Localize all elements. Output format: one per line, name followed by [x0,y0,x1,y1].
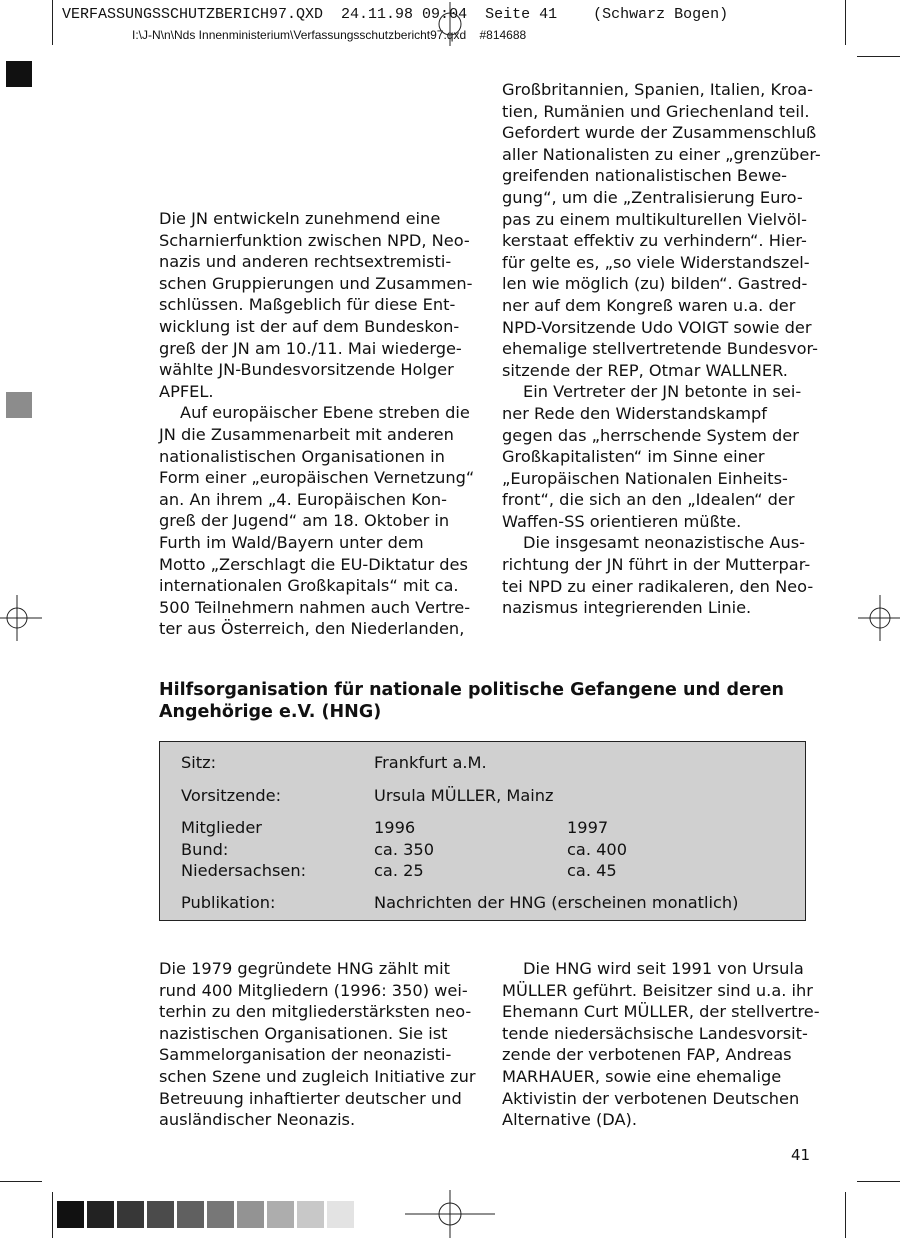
info-value-sitz: Frankfurt a.M. [374,753,487,772]
text-line: kerstaat effektiv zu verhindern“. Hier- [502,231,807,251]
text-line: sitzende der REP, Otmar WALLNER. [502,360,788,380]
text-line: ner Rede den Widerstandskampf [502,403,767,423]
text-line: zende der verbotenen FAP, Andreas [502,1045,792,1065]
info-bund-1996: ca. 350 [374,840,435,859]
section-heading-line: Hilfsorganisation für nationale politische Gefangene und deren [159,680,784,700]
section-heading [159,679,784,723]
text-line: nationalistischen Organisationen in [159,446,445,466]
slug-file-path: I:\J-N\n\Nds Innenministerium\Verfassungsschutzbericht97.qxd #814688 [132,28,527,42]
text-line: an. An ihrem „4. Europäischen Kon- [159,489,448,509]
text-line: ausländischer Neonazis. [159,1110,356,1130]
text-line: schen Szene und zugleich Initiative zur [159,1066,476,1086]
gray-swatch [327,1201,354,1228]
info-label-mitglieder: Mitglieder [181,818,262,837]
text-line: greifenden nationalistischen Bewe- [502,166,788,186]
gray-swatch [57,1201,84,1228]
text-line: wählte JN-Bundesvorsitzende Holger [159,360,454,380]
text-line: len wie möglich (zu) bilden“. Gastred- [502,274,808,294]
text-line: MÜLLER geführt. Beisitzer sind u.a. ihr [502,980,813,1000]
gray-swatch [147,1201,174,1228]
article-top-right-column [502,79,821,619]
info-nds-1997: ca. 45 [567,861,617,880]
slug-file-info: VERFASSUNGSSCHUTZBERICH97.QXD 24.11.98 09:04 Seite 41 (Schwarz Bogen) [62,6,729,23]
text-line: „Europäischen Nationalen Einheits- [502,468,788,488]
article-bottom-right-column [502,958,820,1131]
text-line: internationalen Großkapitals“ mit ca. [159,576,459,596]
text-line: gung“, um die „Zentralisierung Euro- [502,187,803,207]
gray-swatch [237,1201,264,1228]
text-line: pas zu einem multikulturellen Vielvöl- [502,209,807,229]
text-line: Scharnierfunktion zwischen NPD, Neo- [159,230,470,250]
gray-swatch [177,1201,204,1228]
crop-mark-icon [52,1192,53,1238]
gray-swatch [87,1201,114,1228]
text-line: rund 400 Mitgliedern (1996: 350) wei- [159,980,468,1000]
gray-swatch [267,1201,294,1228]
info-label-niedersachsen: Niedersachsen: [181,861,307,880]
text-line: Großkapitalisten“ im Sinne einer [502,447,765,467]
text-line: NPD-Vorsitzende Udo VOIGT sowie der [502,317,812,337]
gray-swatch [207,1201,234,1228]
page-number: 41 [791,1146,811,1164]
text-line: Großbritannien, Spanien, Italien, Kroa- [502,80,814,99]
gray-swatch [117,1201,144,1228]
text-line: Die 1979 gegründete HNG zählt mit [159,959,451,978]
text-line: ehemalige stellvertretende Bundesvor- [502,339,818,359]
text-line: Aktivistin der verbotenen Deutschen [502,1088,800,1108]
crop-mark-icon [52,0,53,45]
gray-swatch [297,1201,324,1228]
text-line: Die HNG wird seit 1991 von Ursula [523,959,804,978]
info-label-publikation: Publikation: [181,893,276,912]
text-line: Die JN entwickeln zunehmend eine [159,209,441,228]
crosshair-registration-mark-icon [404,2,496,46]
text-line: terhin zu den mitgliederstärksten neo- [159,1002,472,1022]
text-line: aller Nationalisten zu einer „grenzüber- [502,144,821,164]
info-value-vorsitz: Ursula MÜLLER, Mainz [374,786,554,805]
text-line: Ein Vertreter der JN betonte in sei- [523,382,802,402]
text-line: Betreuung inhaftierter deutscher und [159,1088,462,1108]
text-line: schlüssen. Maßgeblich für diese Ent- [159,295,456,315]
text-line: front“, die sich an den „Idealen“ der [502,490,795,510]
thumb-tab-black [6,61,32,87]
thumb-tab-gray [6,392,32,418]
text-line: Furth im Wald/Bayern unter dem [159,532,424,552]
text-line: ner auf dem Kongreß waren u.a. der [502,295,796,315]
crop-mark-icon [0,1181,42,1182]
text-line: für gelte es, „so viele Widerstandszel- [502,252,810,272]
text-line: schen Gruppierungen und Zusammen- [159,273,473,293]
info-label-sitz: Sitz: [181,753,217,772]
text-line: JN die Zusammenarbeit mit anderen [159,424,454,444]
info-label-vorsitz: Vorsitzende: [181,786,282,805]
text-line: richtung der JN führt in der Mutterpar- [502,555,811,575]
crop-mark-icon [845,1192,846,1238]
text-line: nazismus integrierenden Linie. [502,598,752,618]
text-line: nazis und anderen rechtsextremisti- [159,252,452,272]
text-line: Gefordert wurde der Zusammenschluß [502,123,817,143]
text-line: Auf europäischer Ebene streben die [180,403,470,423]
text-line: MARHAUER, sowie eine ehemalige [502,1066,782,1086]
crosshair-registration-mark-icon [0,595,42,641]
text-line: APFEL. [159,381,214,401]
text-line: tien, Rumänien und Griechenland teil. [502,101,810,121]
info-bund-1997: ca. 400 [567,840,628,859]
crosshair-registration-mark-icon [858,595,900,641]
text-line: Ehemann Curt MÜLLER, der stellvertre- [502,1002,820,1022]
text-line: gegen das „herrschende System der [502,425,799,445]
info-label-bund: Bund: [181,840,229,859]
text-line: Waffen-SS orientieren müßte. [502,511,742,531]
text-line: tei NPD zu einer radikaleren, den Neo- [502,576,814,596]
crop-mark-icon [857,56,900,57]
text-line: ter aus Österreich, den Niederlanden, [159,619,465,639]
text-line: Form einer „europäischen Vernetzung“ [159,468,475,488]
article-top-left-column [159,208,474,640]
info-value-publikation: Nachrichten der HNG (erscheinen monatlich) [374,893,739,912]
section-heading-line: Angehörige e.V. (HNG) [159,702,382,722]
text-line: tende niedersächsische Landesvorsit- [502,1023,808,1043]
text-line: nazistischen Organisationen. Sie ist [159,1023,448,1043]
text-line: 500 Teilnehmern nahmen auch Vertre- [159,597,471,617]
crosshair-registration-mark-icon [405,1190,495,1238]
article-bottom-left-column [159,958,476,1131]
text-line: greß der Jugend“ am 18. Oktober in [159,511,450,531]
text-line: Sammelorganisation der neonazisti- [159,1045,452,1065]
info-year-1997: 1997 [567,818,609,837]
crop-mark-icon [857,1181,900,1182]
text-line: Motto „Zerschlagt die EU-Diktatur des [159,554,468,574]
organization-info-box [159,741,806,921]
text-line: Alternative (DA). [502,1110,637,1130]
info-nds-1996: ca. 25 [374,861,424,880]
crop-mark-icon [845,0,846,45]
text-line: greß der JN am 10./11. Mai wiederge- [159,338,462,358]
text-line: Die insgesamt neonazistische Aus- [523,533,805,553]
text-line: wicklung ist der auf dem Bundeskon- [159,316,460,336]
info-year-1996: 1996 [374,818,416,837]
